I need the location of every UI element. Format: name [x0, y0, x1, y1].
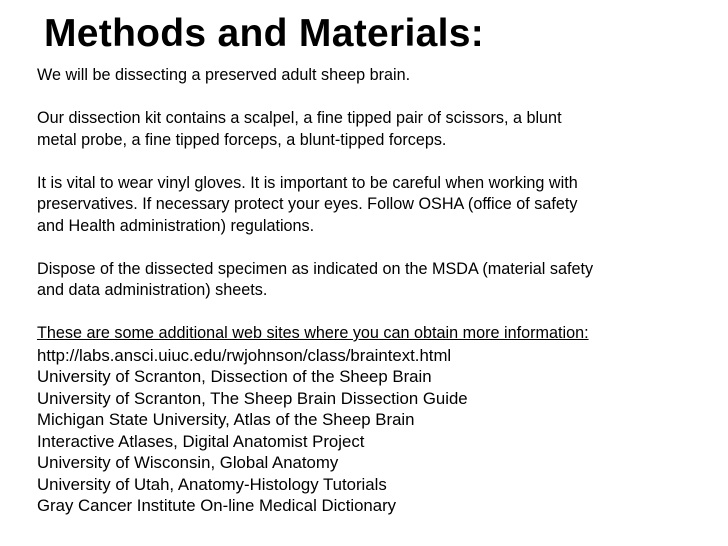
paragraph-line: Our dissection kit contains a scalpel, a fine tipped pair of scissors, a blunt: [37, 109, 562, 127]
link-item: Michigan State University, Atlas of the Sheep Brain: [37, 410, 415, 429]
paragraph-specimen: [37, 65, 717, 87]
paragraph-disposal: [37, 259, 717, 302]
paragraph-safety: [37, 173, 717, 238]
paragraph-line: It is vital to wear vinyl gloves. It is important to be careful when working with: [37, 173, 578, 192]
paragraph-line: Dispose of the dissected specimen as indicated on the MSDA (material safety: [37, 259, 594, 278]
paragraph-line: and Health administration) regulations.: [37, 216, 315, 235]
resource-links: [37, 323, 717, 517]
link-item-url: http://labs.ansci.uiuc.edu/rwjohnson/class/braintext.html: [37, 345, 452, 365]
links-heading: These are some additional web sites where you can obtain more information:: [37, 324, 589, 342]
paragraph-line: and data administration) sheets.: [37, 281, 268, 299]
paragraph-line: metal probe, a fine tipped forceps, a blunt-tipped forceps.: [37, 130, 447, 149]
paragraph-line: preservatives. If necessary protect your eyes. Follow OSHA (office of safety: [37, 195, 578, 213]
slide-title: Methods and Materials:: [44, 12, 484, 55]
link-item: University of Scranton, Dissection of the Sheep Brain: [37, 367, 432, 386]
link-item: Gray Cancer Institute On-line Medical Dictionary: [37, 496, 397, 515]
link-item: University of Utah, Anatomy-Histology Tutorials: [37, 474, 387, 494]
paragraph-dissection-kit: [37, 108, 717, 151]
paragraph-line: We will be dissecting a preserved adult sheep brain.: [37, 66, 411, 84]
link-item: University of Scranton, The Sheep Brain Dissection Guide: [37, 388, 468, 408]
link-item: University of Wisconsin, Global Anatomy: [37, 453, 339, 472]
slide-body: [37, 65, 717, 517]
link-item: Interactive Atlases, Digital Anatomist Project: [37, 431, 365, 451]
